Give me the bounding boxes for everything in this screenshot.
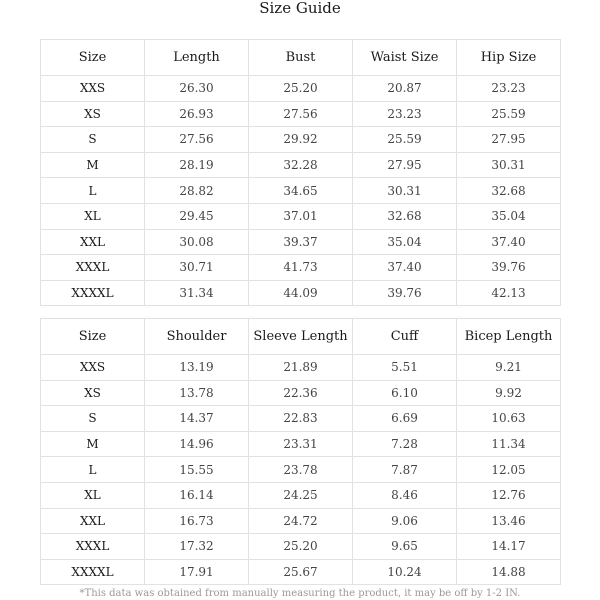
measurement-cell: 42.13 bbox=[457, 280, 561, 306]
measurement-cell: 28.82 bbox=[145, 178, 249, 204]
measurement-cell: 12.05 bbox=[457, 457, 561, 483]
size-label-cell: XXXL bbox=[41, 255, 145, 281]
measurement-cell: 14.96 bbox=[145, 431, 249, 457]
measurement-cell: 14.37 bbox=[145, 406, 249, 432]
measurement-cell: 5.51 bbox=[353, 355, 457, 381]
measurement-cell: 39.76 bbox=[353, 280, 457, 306]
measurement-cell: 25.67 bbox=[249, 559, 353, 585]
size-label-cell: S bbox=[41, 406, 145, 432]
measurement-cell: 23.23 bbox=[457, 76, 561, 102]
measurement-cell: 37.40 bbox=[457, 229, 561, 255]
measurement-cell: 9.06 bbox=[353, 508, 457, 534]
measurement-footnote: *This data was obtained from manually measuring the product, it may be off by 1-2 IN. bbox=[79, 588, 521, 599]
measurement-cell: 41.73 bbox=[249, 255, 353, 281]
column-header: Bicep Length bbox=[457, 319, 561, 355]
size-label-cell: XS bbox=[41, 380, 145, 406]
measurement-cell: 31.34 bbox=[145, 280, 249, 306]
measurement-cell: 13.19 bbox=[145, 355, 249, 381]
table-row bbox=[41, 457, 561, 483]
page-title: Size Guide bbox=[259, 0, 341, 17]
table-row bbox=[41, 127, 561, 153]
table-header-row bbox=[41, 319, 561, 355]
measurement-cell: 30.08 bbox=[145, 229, 249, 255]
table-row bbox=[41, 203, 561, 229]
column-header: Bust bbox=[249, 40, 353, 76]
measurement-cell: 28.19 bbox=[145, 152, 249, 178]
size-label-cell: XXS bbox=[41, 355, 145, 381]
table-row bbox=[41, 255, 561, 281]
column-header: Size bbox=[41, 40, 145, 76]
table-row bbox=[41, 178, 561, 204]
measurement-cell: 9.21 bbox=[457, 355, 561, 381]
table-row bbox=[41, 406, 561, 432]
measurement-cell: 23.23 bbox=[353, 101, 457, 127]
column-header: Hip Size bbox=[457, 40, 561, 76]
size-label-cell: XXL bbox=[41, 229, 145, 255]
measurement-cell: 27.95 bbox=[353, 152, 457, 178]
table-row bbox=[41, 431, 561, 457]
measurement-cell: 25.59 bbox=[353, 127, 457, 153]
measurement-cell: 25.20 bbox=[249, 76, 353, 102]
measurement-cell: 8.46 bbox=[353, 482, 457, 508]
measurement-cell: 9.92 bbox=[457, 380, 561, 406]
measurement-cell: 13.78 bbox=[145, 380, 249, 406]
size-table-body-measurements bbox=[40, 39, 561, 306]
column-header: Size bbox=[41, 319, 145, 355]
measurement-cell: 21.89 bbox=[249, 355, 353, 381]
column-header: Sleeve Length bbox=[249, 319, 353, 355]
measurement-cell: 15.55 bbox=[145, 457, 249, 483]
column-header: Length bbox=[145, 40, 249, 76]
size-label-cell: XXXL bbox=[41, 534, 145, 560]
table-row bbox=[41, 229, 561, 255]
measurement-cell: 9.65 bbox=[353, 534, 457, 560]
table-row bbox=[41, 152, 561, 178]
measurement-cell: 35.04 bbox=[457, 203, 561, 229]
measurement-cell: 7.28 bbox=[353, 431, 457, 457]
measurement-cell: 22.36 bbox=[249, 380, 353, 406]
measurement-cell: 22.83 bbox=[249, 406, 353, 432]
size-label-cell: M bbox=[41, 431, 145, 457]
measurement-cell: 26.93 bbox=[145, 101, 249, 127]
table-row bbox=[41, 482, 561, 508]
measurement-cell: 39.37 bbox=[249, 229, 353, 255]
size-label-cell: XL bbox=[41, 203, 145, 229]
column-header: Cuff bbox=[353, 319, 457, 355]
column-header: Shoulder bbox=[145, 319, 249, 355]
measurement-cell: 11.34 bbox=[457, 431, 561, 457]
measurement-cell: 30.31 bbox=[457, 152, 561, 178]
size-label-cell: XS bbox=[41, 101, 145, 127]
table-header-row bbox=[41, 40, 561, 76]
table-row bbox=[41, 559, 561, 585]
measurement-cell: 12.76 bbox=[457, 482, 561, 508]
size-label-cell: XXXXL bbox=[41, 559, 145, 585]
size-label-cell: XL bbox=[41, 482, 145, 508]
measurement-cell: 10.24 bbox=[353, 559, 457, 585]
size-label-cell: S bbox=[41, 127, 145, 153]
measurement-cell: 32.68 bbox=[457, 178, 561, 204]
measurement-cell: 39.76 bbox=[457, 255, 561, 281]
size-label-cell: L bbox=[41, 178, 145, 204]
table-row bbox=[41, 534, 561, 560]
measurement-cell: 27.56 bbox=[249, 101, 353, 127]
measurement-cell: 24.72 bbox=[249, 508, 353, 534]
measurement-cell: 13.46 bbox=[457, 508, 561, 534]
measurement-cell: 23.78 bbox=[249, 457, 353, 483]
measurement-cell: 30.31 bbox=[353, 178, 457, 204]
measurement-cell: 24.25 bbox=[249, 482, 353, 508]
size-label-cell: XXXXL bbox=[41, 280, 145, 306]
measurement-cell: 32.68 bbox=[353, 203, 457, 229]
measurement-cell: 29.45 bbox=[145, 203, 249, 229]
measurement-cell: 17.91 bbox=[145, 559, 249, 585]
measurement-cell: 16.14 bbox=[145, 482, 249, 508]
table-row bbox=[41, 76, 561, 102]
measurement-cell: 37.01 bbox=[249, 203, 353, 229]
size-label-cell: XXS bbox=[41, 76, 145, 102]
measurement-cell: 14.17 bbox=[457, 534, 561, 560]
size-label-cell: L bbox=[41, 457, 145, 483]
measurement-cell: 27.95 bbox=[457, 127, 561, 153]
measurement-cell: 34.65 bbox=[249, 178, 353, 204]
measurement-cell: 6.69 bbox=[353, 406, 457, 432]
size-table-sleeve-measurements bbox=[40, 318, 561, 585]
measurement-cell: 27.56 bbox=[145, 127, 249, 153]
table-row bbox=[41, 508, 561, 534]
measurement-cell: 25.59 bbox=[457, 101, 561, 127]
table-row bbox=[41, 355, 561, 381]
measurement-cell: 20.87 bbox=[353, 76, 457, 102]
measurement-cell: 10.63 bbox=[457, 406, 561, 432]
size-label-cell: XXL bbox=[41, 508, 145, 534]
measurement-cell: 30.71 bbox=[145, 255, 249, 281]
measurement-cell: 44.09 bbox=[249, 280, 353, 306]
measurement-cell: 14.88 bbox=[457, 559, 561, 585]
table-row bbox=[41, 280, 561, 306]
measurement-cell: 32.28 bbox=[249, 152, 353, 178]
measurement-cell: 37.40 bbox=[353, 255, 457, 281]
measurement-cell: 17.32 bbox=[145, 534, 249, 560]
size-label-cell: M bbox=[41, 152, 145, 178]
table-row bbox=[41, 380, 561, 406]
measurement-cell: 6.10 bbox=[353, 380, 457, 406]
table-row bbox=[41, 101, 561, 127]
measurement-cell: 26.30 bbox=[145, 76, 249, 102]
measurement-cell: 7.87 bbox=[353, 457, 457, 483]
measurement-cell: 16.73 bbox=[145, 508, 249, 534]
measurement-cell: 29.92 bbox=[249, 127, 353, 153]
measurement-cell: 23.31 bbox=[249, 431, 353, 457]
measurement-cell: 35.04 bbox=[353, 229, 457, 255]
column-header: Waist Size bbox=[353, 40, 457, 76]
measurement-cell: 25.20 bbox=[249, 534, 353, 560]
